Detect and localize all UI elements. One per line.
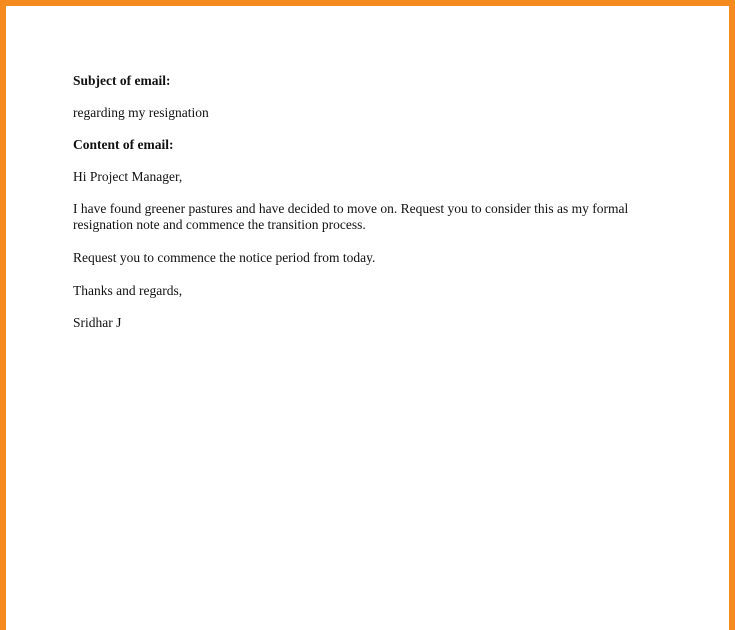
signature: Sridhar J bbox=[73, 315, 122, 330]
subject-text: regarding my resignation bbox=[73, 105, 209, 120]
subject-heading: Subject of email: bbox=[73, 73, 171, 88]
paragraph-1-line-2: resignation note and commence the transition process. bbox=[73, 217, 366, 232]
closing: Thanks and regards, bbox=[73, 283, 183, 298]
content-heading: Content of email: bbox=[73, 137, 174, 152]
paragraph-1-line-1: I have found greener pastures and have decided to move on. Request you to consider this as my formal bbox=[73, 201, 629, 216]
paragraph-2: Request you to commence the notice period from today. bbox=[73, 250, 376, 265]
greeting: Hi Project Manager, bbox=[73, 169, 183, 184]
